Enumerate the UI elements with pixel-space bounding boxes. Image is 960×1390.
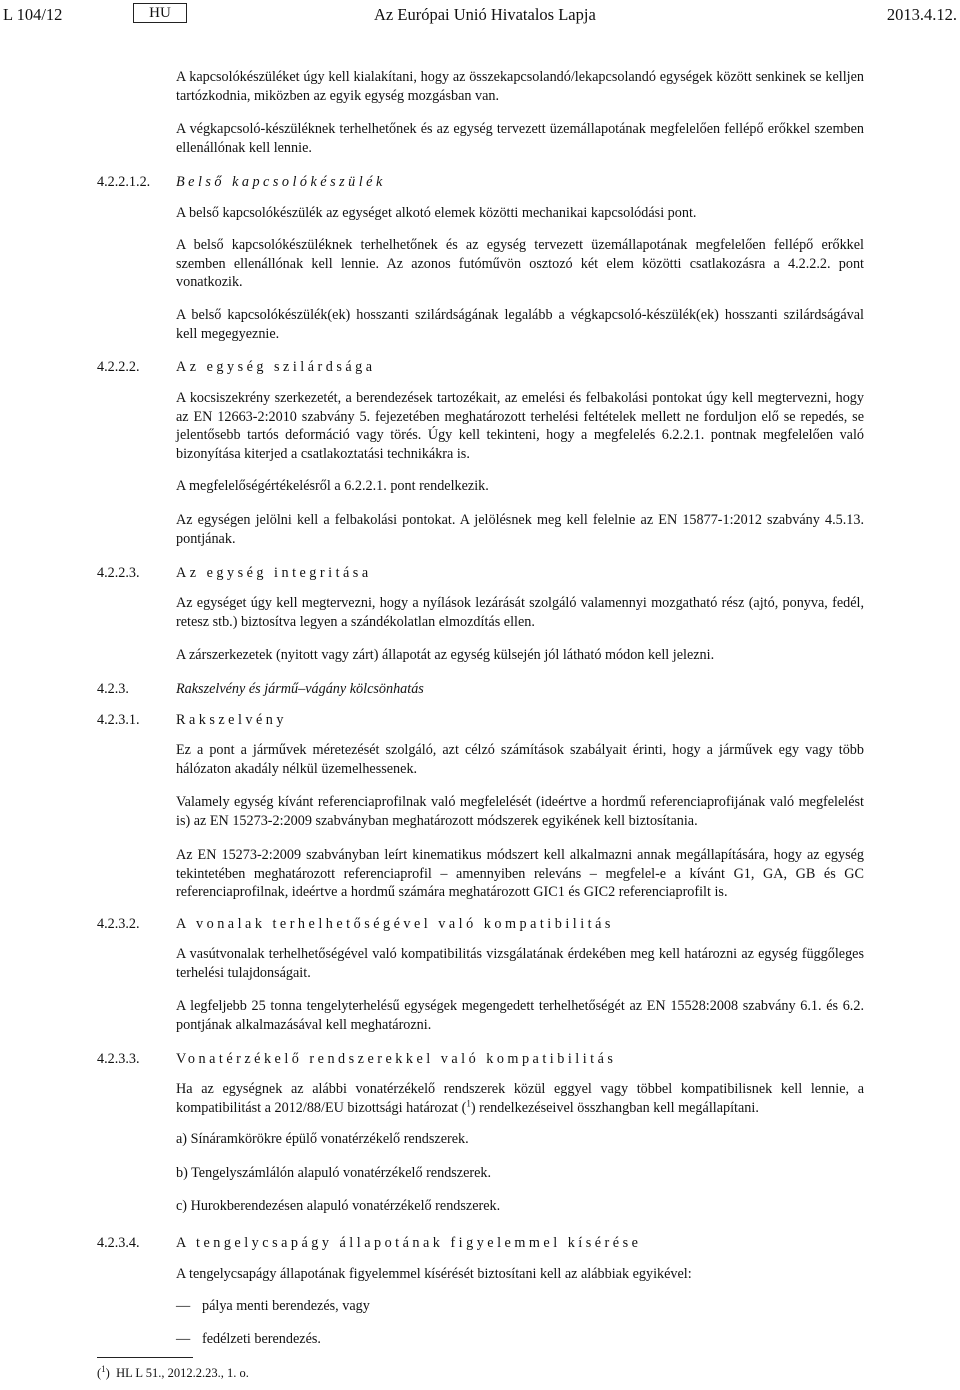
paragraph: A tengelycsapágy állapotának figyelemmel kísérését biztosítani kell az alábbiak egyikével: — [176, 1266, 692, 1282]
paragraph: A megfelelőségértékelésről a 6.2.2.1. pont rendelkezik. — [176, 478, 489, 494]
section-number: 4.2.3. — [97, 681, 129, 697]
section-number: 4.2.2.1.2. — [97, 174, 151, 190]
section-number: 4.2.3.3. — [97, 1051, 140, 1067]
paragraph: A belső kapcsolókészülék(ek) hosszanti szilárdságának legalább a végkapcsoló-készülék(ek) hosszanti szilárdságával kell megegyeznie. — [176, 307, 864, 342]
paragraph: A legfeljebb 25 tonna tengelyterhelésű egységek megengedett terhelhetőségét az EN 15528:2008 szabvány 6.1. és 6.2. pontjának alkalmazásával kell meghatározni. — [176, 998, 864, 1033]
section-title: Vonatérzékelő rendszerekkel való kompatibilitás — [176, 1051, 617, 1067]
issue-date: 2013.4.12. — [886, 5, 957, 24]
paragraph-text: Ha az egységnek az alábbi vonatérzékelő rendszerek közül eggyel vagy többel kompatibilisnek kell lennie, a kompatibilitást a 2012/88/EU bizottsági határozat ( — [176, 1081, 864, 1116]
paragraph-text: ) rendelkezéseivel összhangban kell megállapítani. — [470, 1099, 759, 1116]
intro-paragraph-2: A végkapcsoló-készüléknek terhelhetőnek és az egység tervezett üzemállapotának megfelelően fellépő erőkkel szemben ellenállónak kell lennie. — [176, 121, 864, 156]
dash-bullet: — — [176, 1298, 191, 1314]
section-number: 4.2.3.2. — [97, 916, 140, 932]
journal-title: Az Európai Unió Hivatalos Lapja — [374, 5, 596, 24]
section-number: 4.2.2.2. — [97, 359, 140, 375]
paragraph: A vasútvonalak terhelhetőségével való kompatibilitás vizsgálatának érdekében meg kell határozni az egység függőleges terhelési tulajdonságait. — [176, 946, 864, 981]
paragraph: Ez a pont a járművek méretezését szolgáló, azt célzó számítások szabályait érinti, hogy a járművek egy vagy több hálózaton akadály nélkül üzemelhessenek. — [176, 742, 864, 777]
paragraph: A belső kapcsolókészüléknek terhelhetőnek és az egység tervezett üzemállapotának megfelelően fellépő erőkkel szemben ellenállónak kell lennie. Az azonos futóművön osztozó két elem közötti csatlakozásra a 4.2.2.2. pont vonatkozik. — [176, 237, 864, 290]
paragraph: A belső kapcsolókészülék az egységet alkotó elemek közötti mechanikai kapcsolódási pont. — [176, 205, 697, 221]
section-number: 4.2.2.3. — [97, 565, 140, 581]
dash-item-text: pálya menti berendezés, vagy — [202, 1298, 370, 1314]
paragraph: Az egységen jelölni kell a felbakolási pontokat. A jelölésnek meg kell felelnie az EN 15877-1:2012 szabvány 4.5.13. pontjának. — [176, 512, 864, 547]
footnote-reference[interactable]: 1 — [466, 1097, 471, 1108]
footnote: ($^1$) HL L 51., 2012.2.23., 1. o. — [97, 1363, 249, 1380]
list-item: b) Tengelyszámlálón alapuló vonatérzékelő rendszerek. — [176, 1165, 492, 1181]
section-number: 4.2.3.4. — [97, 1235, 140, 1251]
section-title: Belső kapcsolókészülék — [176, 174, 386, 190]
footnote-marker: 1 — [101, 1363, 106, 1374]
section-title: A vonalak terhelhetőségével való kompatibilitás — [176, 916, 614, 932]
section-title: Az egység szilárdsága — [176, 359, 376, 375]
list-item: a) Sínáramkörökre épülő vonatérzékelő rendszerek. — [176, 1131, 469, 1147]
section-title: A tengelycsapágy állapotának figyelemmel kísérése — [176, 1235, 642, 1251]
section-number: 4.2.3.1. — [97, 712, 140, 728]
footnote-text: HL L 51., 2012.2.23., 1. o. — [116, 1366, 249, 1380]
dash-list-item — [176, 1330, 864, 1349]
page-header — [0, 3, 960, 25]
paragraph: Valamely egység kívánt referenciaprofilnak való megfelelését (ideértve a hordmű referenciaprofijának való megfelelést is) az EN 15273-2:2009 szabványban meghatározott módszerek egyikének kell biztosítania. — [176, 794, 864, 829]
paragraph: A zárszerkezetek (nyitott vagy zárt) állapotát az egység külsején jól látható módon kell jelezni. — [176, 647, 715, 663]
section-title: Rakszelvény — [176, 712, 287, 728]
paragraph: A kocsiszekrény szerkezetét, a berendezések tartozékait, az emelési és felbakolási pontokat úgy kell megtervezni, hogy az EN 12663-2:2010 szabvány 5. fejezetében meghatározott terhelési feltételek mellett ne forduljon elő se repedés, se jelentősebb tartós deformáció vagy törés. Úgy kell tekinteni, hogy a megfelelés 6.2.2.1. pontnak megfelelően való bizonyítása kiterjed a csatlakoztatási technikákra is. — [176, 390, 864, 462]
paragraph — [176, 1080, 864, 1117]
dash-list-item — [176, 1297, 864, 1316]
section-title: Az egység integritása — [176, 565, 372, 581]
dash-item-text: fedélzeti berendezés. — [202, 1331, 321, 1347]
dash-bullet: — — [176, 1331, 191, 1347]
intro-paragraph-1: A kapcsolókészüléket úgy kell kialakítani, hogy az összekapcsolandó/lekapcsolandó egységek között senkinek se kelljen tartózkodnia, miközben az egyik egység mozgásban van. — [176, 69, 864, 104]
page-number: L 104/12 — [3, 5, 63, 24]
language-code-box: HU — [133, 3, 187, 23]
list-item: c) Hurokberendezésen alapuló vonatérzékelő rendszerek. — [176, 1198, 501, 1214]
section-title: Rakszelvény és jármű–vágány kölcsönhatás — [176, 681, 424, 697]
paragraph: Az egységet úgy kell megtervezni, hogy a nyílások lezárását szolgáló valamennyi mozgatható rész (ajtó, ponyva, fedél, retesz stb.) biztosítva legyen a szándékolatlan elmozdítás ellen. — [176, 595, 864, 630]
paragraph: Az EN 15273-2:2009 szabványban leírt kinematikus módszert kell alkalmazni annak megállapítására, hogy az egység tekintetében meghatározott referenciaprofil – amennyiben releváns – megfelel-e a kívánt G1, GA, GB és GC referenciaprofilnak, ideértve a hordmű számára meghatározott GIC1 és GIC2 referenciaprofilt is. — [176, 847, 864, 900]
footnote-separator — [97, 1357, 193, 1358]
